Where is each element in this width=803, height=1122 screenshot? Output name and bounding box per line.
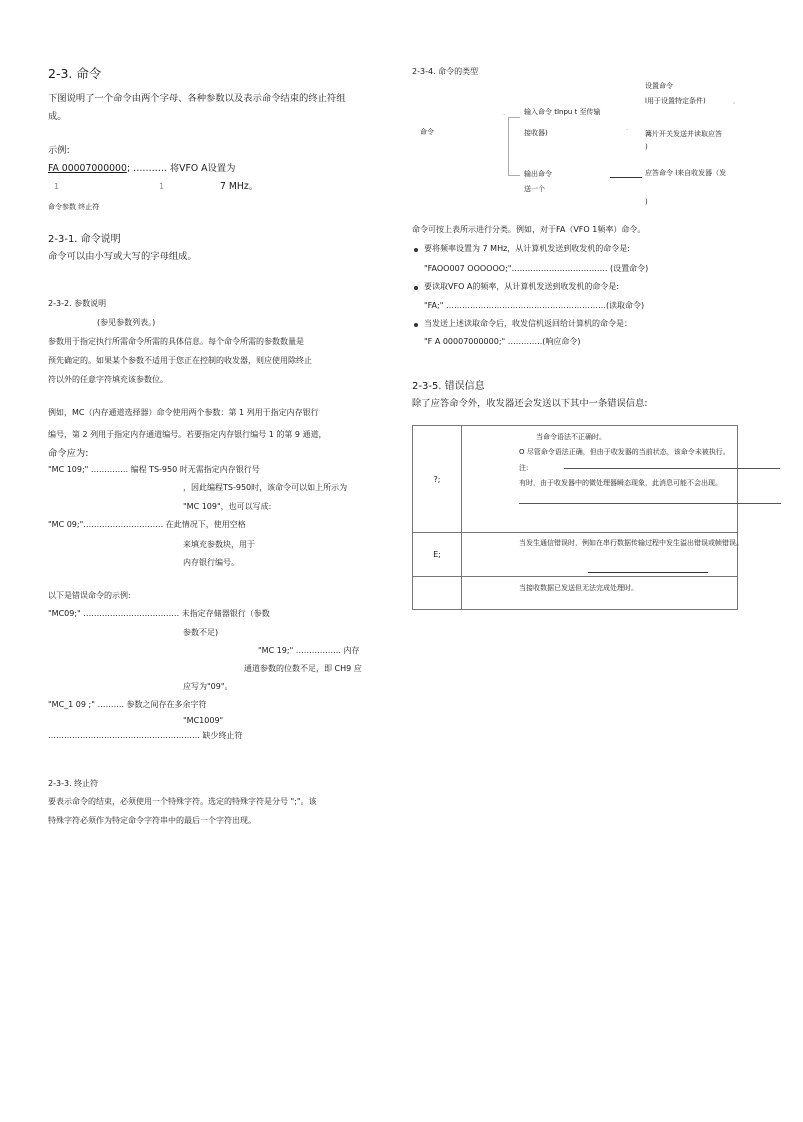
s232-title: 2-3-2. 参数说明 bbox=[48, 299, 107, 308]
s232-para-2: 预先确定的。如果某个参数不适用于您正在控制的收发器，则应使用除终止 bbox=[48, 356, 312, 365]
bad-example-2c: 应写为"09"。 bbox=[183, 682, 233, 691]
example-description: ; ……….. 将VFO A设置为 bbox=[127, 163, 236, 174]
error-code-cell bbox=[413, 533, 462, 577]
error-desc-line: 当接收数据已发送但无法完成处理时。 bbox=[519, 584, 638, 592]
error-code-cell bbox=[413, 426, 462, 533]
error-desc-cell bbox=[462, 577, 738, 610]
error-code: E; bbox=[433, 550, 441, 559]
error-desc-line: 有时，由于收发器中的微处理器瞬态现象，此消息可能不会出现。 bbox=[519, 479, 722, 487]
s231-body: 命令可以由小写或大写的字母组成。 bbox=[48, 251, 197, 262]
error-code-cell bbox=[413, 577, 462, 610]
bad-example-4: ………………………………………………… 缺少终止符 bbox=[48, 731, 243, 740]
s232-reference: (参见参数列表。) bbox=[97, 318, 156, 327]
tree-query-label-2: ) bbox=[645, 143, 648, 151]
note-rule bbox=[564, 468, 780, 469]
tree-tick: · bbox=[503, 111, 506, 119]
tree-input-label-2: 接收器) bbox=[524, 129, 548, 137]
tree-answer-label-2: ) bbox=[645, 198, 648, 206]
mc-para-2: 编号，第 2 列用于指定内存通道编号。若要指定内存银行编号 1 的第 9 通道， bbox=[48, 430, 327, 439]
example-marker-2: 1 bbox=[159, 182, 165, 191]
bad-example-2: "MC 19;" …………….. 内存 bbox=[258, 646, 360, 655]
divider bbox=[588, 572, 708, 573]
s233-para-2: 特殊字符必须作为特定命令字符串中的最后一个字符出现。 bbox=[48, 816, 256, 825]
bad-example-1b: 参数不足) bbox=[183, 628, 219, 637]
bullet-3-text: 当发送上述读取命令后，收发信机返回给计算机的命令是： bbox=[424, 319, 632, 328]
mc-para-3: 命令应为: bbox=[48, 448, 89, 459]
classification-text: 命令可按上表所示进行分类。例如，对于FA（VFO 1频率）命令。 bbox=[412, 225, 646, 234]
error-desc-line: 当命令语法不正确时。 bbox=[536, 433, 606, 441]
bad-example-1: "MC09;" ……………………………… 未指定存储器银行（参数 bbox=[48, 609, 270, 618]
s233-title: 2-3-3. 终止符 bbox=[48, 779, 99, 788]
tree-output-connector bbox=[508, 175, 520, 176]
s233-para-1: 要表示命令的结束，必须使用一个特殊字符。选定的特殊字符是分号 ";"。该 bbox=[48, 797, 317, 806]
error-desc-line: 当发生通信错误时，例如在串行数据传输过程中发生溢出错误或帧错误。 bbox=[519, 539, 743, 547]
bad-example-2b: 通道参数的位数不足，即 CH9 应 bbox=[244, 664, 362, 673]
tree-answer-connector bbox=[610, 177, 642, 178]
error-code: ?; bbox=[433, 474, 441, 484]
section-title: 2-3. 命令 bbox=[48, 66, 102, 81]
tree-input-connector bbox=[508, 117, 520, 118]
mc-example-1b: ，因此编程TS-950时，该命令可以如上所示为 bbox=[183, 483, 348, 492]
tree-answer-label-1: 应答命令 l来自收发器（发 bbox=[645, 169, 727, 177]
tree-query-label-1: 篝片开关发送并读取应答 bbox=[645, 130, 722, 138]
example-command: FA 00007000000 bbox=[48, 163, 127, 174]
bullet-1-text: 要将频率设置为 7 MHz，从计算机发送到收发机的命令是: bbox=[424, 244, 630, 253]
bullet-3-example: "F A 00007000000;" ………….(响应命令) bbox=[424, 337, 581, 346]
tree-root-label: 命令 bbox=[420, 128, 434, 136]
s235-body: 除了应答命令外，收发器还会发送以下其中一条错误信息: bbox=[412, 398, 648, 409]
example-marker-1: 1 bbox=[54, 182, 60, 191]
bullet-dot-2 bbox=[414, 286, 418, 290]
s232-para-1: 参数用于指定执行所需命令所需的具体信息。每个命令所需的参数数量是 bbox=[48, 337, 304, 346]
example-label: 示例: bbox=[48, 145, 70, 156]
bullet-dot-3 bbox=[414, 323, 418, 327]
tree-mark-2: · bbox=[626, 126, 629, 134]
mc-example-1c: "MC 109"，也可以写成: bbox=[183, 502, 272, 511]
tree-branch-line bbox=[508, 117, 509, 175]
error-desc-cell bbox=[462, 426, 738, 533]
error-row bbox=[413, 533, 738, 577]
s231-title: 2-3-1. 命令说明 bbox=[48, 234, 121, 245]
error-table bbox=[412, 425, 743, 610]
error-desc-cell bbox=[462, 533, 743, 577]
intro-line-1: 下图说明了一个命令由两个字母、各种参数以及表示命令结束的终止符组 bbox=[48, 93, 346, 104]
bullet-1-example: "FAOO007 OOOOOO;"……………………………… (设置命令) bbox=[424, 264, 649, 273]
tree-input-label-1: 输入命令 tInpu t 至传输 bbox=[524, 108, 601, 116]
tree-set-label-1: 设置命令 bbox=[645, 82, 673, 90]
tree-output-label-1: 输出命令 bbox=[524, 170, 552, 178]
mc-example-2: "MC 09;"………………………… 在此情况下，使用空格 bbox=[48, 520, 246, 529]
tree-mark-1: , bbox=[733, 97, 736, 105]
bullet-dot-1 bbox=[414, 248, 418, 252]
tree-output-label-2: 送一个 bbox=[524, 185, 545, 193]
example-frequency: 7 MHz。 bbox=[220, 181, 259, 192]
mc-example-1: "MC 109;" ………….. 编程 TS-950 时无需指定内存银行号 bbox=[48, 465, 260, 474]
error-row bbox=[413, 426, 738, 533]
mc-example-2b: 来填充参数块，用于 bbox=[183, 540, 255, 549]
intro-line-2: 成。 bbox=[48, 111, 67, 122]
error-desc-line: O 尽管命令语法正确，但由于收发器的当前状态，该命令未被执行。 bbox=[519, 448, 730, 456]
bad-example-3: "MC_1 09 ;" ………. 参数之间存在多余字符 bbox=[48, 700, 207, 709]
note-rule bbox=[519, 503, 781, 504]
bad-examples-title: 以下是错误命令的示例: bbox=[48, 591, 131, 600]
s234-title: 2-3-4. 命令的类型 bbox=[412, 67, 479, 76]
bullet-2-example: "FA;" ……………………………………………………(读取命令) bbox=[424, 301, 645, 310]
error-row bbox=[413, 577, 738, 610]
s232-para-3: 符以外的任意字符填充该参数位。 bbox=[48, 375, 168, 384]
bad-example-3b: "MC1009" bbox=[183, 716, 224, 725]
tree-set-label-2: l用于设置特定条件) bbox=[645, 97, 706, 105]
example-parts-label: 命令参数 终止符 bbox=[48, 203, 100, 211]
mc-para-1: 例如，MC（内存通道选择器）命令使用两个参数：第 1 列用于指定内存银行 bbox=[48, 408, 319, 417]
error-note-label: 注: bbox=[519, 464, 529, 472]
mc-example-2c: 内存银行编号。 bbox=[183, 558, 239, 567]
bullet-2-text: 要读取VFO A的频率，从计算机发送到收发机的命令是: bbox=[424, 282, 620, 291]
s235-title: 2-3-5. 错误信息 bbox=[412, 381, 485, 392]
